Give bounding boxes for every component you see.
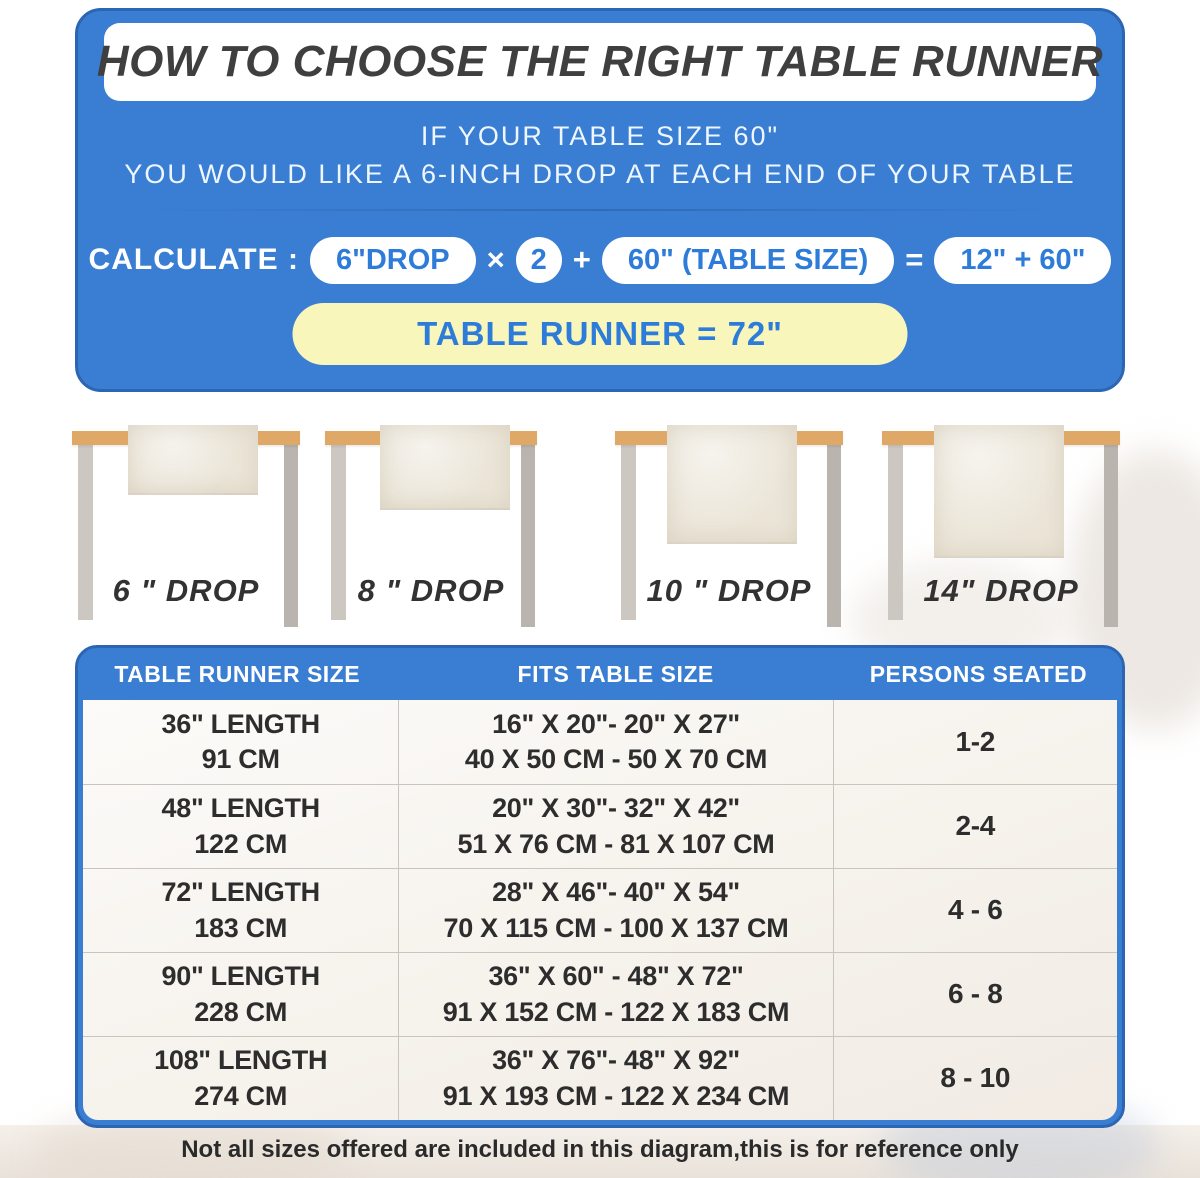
fits-inches: 20" X 30"- 32" X 42" xyxy=(492,793,740,824)
intro-line-1: IF YOUR TABLE SIZE 60" xyxy=(420,121,780,151)
plus-operator: + xyxy=(572,242,591,277)
fits-size-cell xyxy=(398,700,832,784)
runner-size-cell xyxy=(83,953,398,1036)
equals-operator: = xyxy=(905,242,924,277)
runner-drape xyxy=(380,425,510,510)
length-cm: 91 CM xyxy=(201,744,280,774)
persons-cell: 8 - 10 xyxy=(833,1037,1117,1120)
length-cm: 183 CM xyxy=(194,912,288,943)
calculate-label: CALCULATE : xyxy=(88,243,299,276)
length-cm: 122 CM xyxy=(194,828,288,859)
runner-size-cell xyxy=(83,700,398,784)
length-cm: 228 CM xyxy=(194,996,288,1027)
drop-label: 14" DROP xyxy=(923,573,1079,608)
fits-size-cell xyxy=(398,785,832,868)
length-inches: 90" LENGTH xyxy=(161,961,320,992)
fits-cm: 70 X 115 CM - 100 X 137 CM xyxy=(443,912,789,943)
fits-cm: 40 X 50 CM - 50 X 70 CM xyxy=(464,744,768,774)
drop-value-pill: 6"DROP xyxy=(310,237,476,284)
runner-drape xyxy=(667,425,797,544)
fits-inches: 36" X 60" - 48" X 72" xyxy=(488,961,744,992)
runner-drape xyxy=(934,425,1064,558)
drop-illustration-14 xyxy=(882,425,1120,630)
drop-illustration-6 xyxy=(72,425,300,630)
runner-size-cell xyxy=(83,869,398,952)
column-header-runner-size: TABLE RUNNER SIZE xyxy=(114,660,361,687)
result-banner xyxy=(293,303,908,365)
fits-cm: 51 X 76 CM - 81 X 107 CM xyxy=(457,828,775,859)
length-cm: 274 CM xyxy=(194,1080,288,1111)
fits-size-cell xyxy=(398,869,832,952)
multiplier-badge: 2 xyxy=(516,237,562,283)
instruction-panel xyxy=(75,8,1125,392)
fits-cm: 91 X 152 CM - 122 X 183 CM xyxy=(442,996,790,1027)
length-inches: 108" LENGTH xyxy=(154,1045,328,1076)
persons-cell: 6 - 8 xyxy=(833,953,1117,1036)
length-inches: 36" LENGTH xyxy=(161,708,320,739)
table-row xyxy=(83,784,1117,868)
drop-label: 8 " DROP xyxy=(357,573,505,608)
length-inches: 48" LENGTH xyxy=(161,793,320,824)
footnote: Not all sizes offered are included in this diagram,this is for reference only xyxy=(181,1136,1019,1163)
length-inches: 72" LENGTH xyxy=(161,877,320,908)
column-header-persons: PERSONS SEATED xyxy=(869,660,1088,687)
size-chart-panel xyxy=(75,645,1125,1128)
fits-cm: 91 X 193 CM - 122 X 234 CM xyxy=(442,1080,790,1111)
sum-pill: 12" + 60" xyxy=(934,237,1111,284)
drop-illustration-8 xyxy=(325,425,537,630)
persons-cell: 4 - 6 xyxy=(833,869,1117,952)
persons-cell: 2-4 xyxy=(833,785,1117,868)
column-header-fits-table: FITS TABLE SIZE xyxy=(517,660,714,687)
fits-inches: 16" X 20"- 20" X 27" xyxy=(492,708,740,739)
fits-size-cell xyxy=(398,1037,832,1120)
drop-label: 10 " DROP xyxy=(646,573,812,608)
title-banner xyxy=(96,23,1104,101)
table-row xyxy=(83,952,1117,1036)
divider-line xyxy=(120,209,1080,211)
runner-size-cell xyxy=(83,785,398,868)
table-row xyxy=(83,700,1117,784)
fits-inches: 28" X 46"- 40" X 54" xyxy=(492,877,740,908)
table-size-pill: 60" (TABLE SIZE) xyxy=(602,237,894,284)
table-row xyxy=(83,1036,1117,1120)
persons-cell: 1-2 xyxy=(833,700,1117,784)
size-chart-body xyxy=(83,700,1117,1120)
times-operator: × xyxy=(486,242,505,277)
page-title: HOW TO CHOOSE THE RIGHT TABLE RUNNER xyxy=(96,37,1104,86)
fits-size-cell xyxy=(398,953,832,1036)
drop-illustration-10 xyxy=(615,425,843,630)
runner-size-cell xyxy=(83,1037,398,1120)
fits-inches: 36" X 76"- 48" X 92" xyxy=(492,1045,740,1076)
runner-drape xyxy=(128,425,258,495)
result-text: TABLE RUNNER = 72" xyxy=(417,315,783,352)
intro-line-2: YOU WOULD LIKE A 6-INCH DROP AT EACH END OF YOUR TABLE xyxy=(124,159,1076,189)
table-row xyxy=(83,868,1117,952)
drop-label: 6 " DROP xyxy=(112,573,260,608)
size-chart-header xyxy=(78,648,1122,700)
calculation-formula xyxy=(78,233,1122,287)
